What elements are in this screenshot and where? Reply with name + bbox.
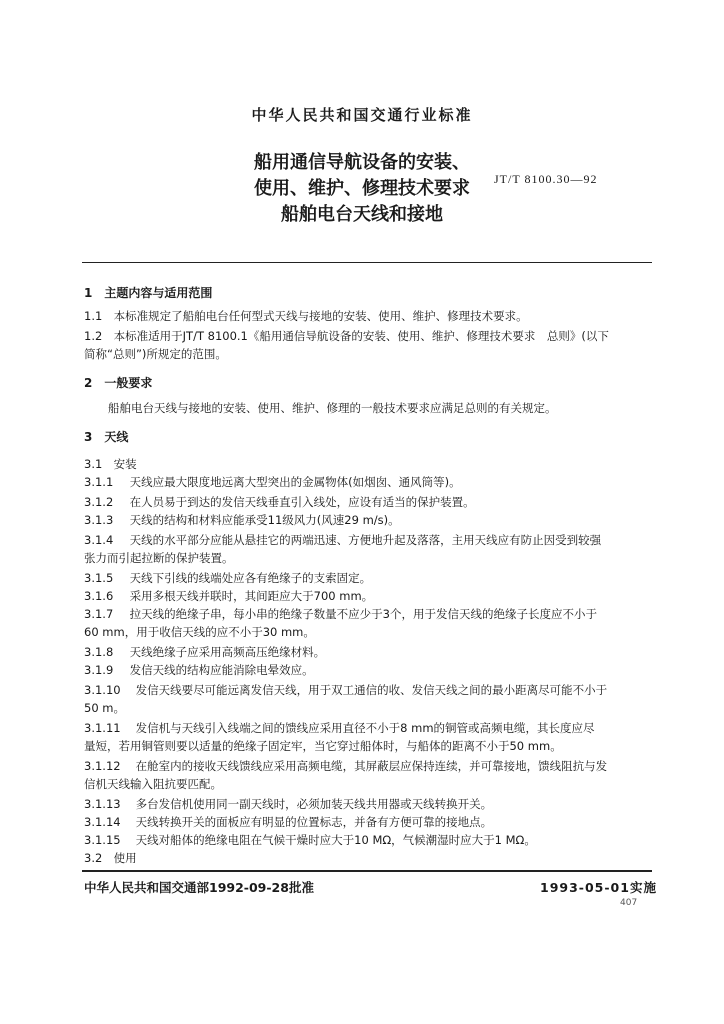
clause-1-2 bbox=[84, 328, 609, 344]
clause-1-2-cont: 简称“总则”)所规定的范围。 bbox=[84, 347, 227, 361]
clause-text: 多台发信机使用同一副天线时，必须加装天线共用器或天线转换开关。 bbox=[135, 797, 493, 811]
clause-3-1-2 bbox=[84, 494, 475, 510]
header-divider bbox=[82, 262, 652, 263]
clause-3-1-8 bbox=[84, 644, 325, 660]
clause-number: 3.1.14 bbox=[84, 815, 121, 829]
clause-1-1 bbox=[84, 308, 528, 324]
clause-text: 在舱室内的接收天线馈线应采用高频电缆，其屏蔽层应保持连续，并可靠接地，馈线阻抗与发 bbox=[135, 759, 608, 773]
clause-number: 3.1.2 bbox=[84, 495, 114, 509]
clause-number: 3.1.7 bbox=[84, 607, 114, 621]
clause-text: 采用多根天线并联时，其间距应大于700 mm。 bbox=[129, 589, 374, 603]
section-heading-2: 2 一般要求 bbox=[84, 376, 153, 390]
approval-date: 中华人民共和国交通部1992-09-28批准 bbox=[84, 880, 314, 895]
clause-3-1-9 bbox=[84, 662, 314, 678]
clause-3-1-1 bbox=[84, 474, 461, 490]
clause-number: 3.1.4 bbox=[84, 533, 114, 547]
clause-number: 3.1.1 bbox=[84, 475, 114, 489]
clause-3-1-4 bbox=[84, 532, 601, 548]
clause-text: 天线转换开关的面板应有明显的位置标志，并备有方便可靠的接地点。 bbox=[135, 815, 493, 829]
clause-3-1-15 bbox=[84, 832, 536, 848]
document-title bbox=[0, 150, 724, 228]
clause-number: 1.1 bbox=[84, 309, 103, 323]
title-line-1: 船用通信导航设备的安装、 bbox=[254, 152, 470, 173]
clause-text: 拉天线的绝缘子串，每小串的绝缘子数量不应少于3个，用于发信天线的绝缘子长度应不小于 bbox=[129, 607, 597, 621]
clause-number: 1.2 bbox=[84, 329, 103, 343]
footer-divider bbox=[82, 870, 652, 872]
clause-3-1-3 bbox=[84, 512, 400, 528]
clause-number: 3.1.10 bbox=[84, 683, 121, 697]
page-number: 407 bbox=[620, 898, 638, 908]
clause-3-1-10-cont: 50 m。 bbox=[84, 701, 125, 715]
paragraph-2: 船舶电台天线与接地的安装、使用、维护、修理的一般技术要求应满足总则的有关规定。 bbox=[108, 401, 557, 415]
clause-text: 天线绝缘子应采用高频高压绝缘材料。 bbox=[129, 645, 326, 659]
section-heading-3: 3 天线 bbox=[84, 430, 129, 444]
title-line-2: 使用、维护、修理技术要求 bbox=[254, 178, 470, 199]
clause-text: 发信天线要尽可能远离发信天线，用于双工通信的收、发信天线之间的最小距离尽可能不小于 bbox=[135, 683, 608, 697]
clause-3-1-7-cont: 60 mm，用于收信天线的应不小于30 mm。 bbox=[84, 625, 315, 639]
clause-3-1-4-cont: 张力而引起拉断的保护装置。 bbox=[84, 551, 234, 565]
clause-number: 3.1.13 bbox=[84, 797, 121, 811]
clause-number: 3.1.12 bbox=[84, 759, 121, 773]
clause-text: 使用 bbox=[113, 851, 137, 865]
clause-3-1-11 bbox=[84, 720, 595, 736]
effective-date: 1993-05-01实施 bbox=[540, 880, 657, 895]
clause-3-1-11-cont: 量短，若用铜管则要以适量的绝缘子固定牢，当它穿过船体时，与船体的距离不小于50 mm。 bbox=[84, 739, 562, 753]
clause-3-1-12 bbox=[84, 758, 607, 774]
clause-number: 3.1.11 bbox=[84, 721, 121, 735]
clause-number: 3.1.3 bbox=[84, 513, 114, 527]
clause-3-1-5 bbox=[84, 570, 371, 586]
clause-3-1-13 bbox=[84, 796, 492, 812]
clause-number: 3.1.9 bbox=[84, 663, 114, 677]
clause-3-2 bbox=[84, 850, 137, 866]
clause-text: 天线的结构和材料应能承受11级风力(风速29 m/s)。 bbox=[129, 513, 400, 527]
clause-text: 本标准适用于JT/T 8100.1《船用通信导航设备的安装、使用、维护、修理技术要求 总则》(以下 bbox=[113, 329, 609, 343]
clause-text: 天线的水平部分应能从悬挂它的两端迅速、方便地升起及落落，主用天线应有防止因受到较强 bbox=[129, 533, 602, 547]
clause-text: 发信机与天线引入线端之间的馈线应采用直径不小于8 mm的铜管或高频电缆，其长度应尽 bbox=[135, 721, 595, 735]
clause-3-1-7 bbox=[84, 606, 597, 622]
clause-3-1 bbox=[84, 456, 137, 472]
clause-3-1-14 bbox=[84, 814, 492, 830]
clause-text: 天线对船体的绝缘电阻在气候干燥时应大于10 MΩ，气候潮湿时应大于1 MΩ。 bbox=[135, 833, 536, 847]
issuing-organization: 中华人民共和国交通行业标准 bbox=[251, 106, 473, 124]
clause-number: 3.1.8 bbox=[84, 645, 114, 659]
clause-number: 3.1 bbox=[84, 457, 103, 471]
clause-number: 3.1.5 bbox=[84, 571, 114, 585]
clause-number: 3.2 bbox=[84, 851, 103, 865]
clause-3-1-10 bbox=[84, 682, 607, 698]
standard-code: JT/T 8100.30—92 bbox=[494, 172, 598, 186]
clause-text: 本标准规定了船舶电台任何型式天线与接地的安装、使用、维护、修理技术要求。 bbox=[113, 309, 528, 323]
clause-text: 天线应最大限度地远离大型突出的金属物体(如烟囱、通风筒等)。 bbox=[129, 475, 461, 489]
clause-text: 在人员易于到达的发信天线垂直引入线处，应设有适当的保护装置。 bbox=[129, 495, 475, 509]
clause-3-1-12-cont: 信机天线输入阻抗要匹配。 bbox=[84, 777, 222, 791]
clause-number: 3.1.6 bbox=[84, 589, 114, 603]
clause-text: 发信天线的结构应能消除电晕效应。 bbox=[129, 663, 314, 677]
clause-number: 3.1.15 bbox=[84, 833, 121, 847]
section-heading-1: 1 主题内容与适用范围 bbox=[84, 286, 213, 300]
title-line-3: 船舶电台天线和接地 bbox=[281, 204, 443, 225]
clause-text: 天线下引线的线端处应各有绝缘子的支索固定。 bbox=[129, 571, 372, 585]
clause-3-1-6 bbox=[84, 588, 373, 604]
clause-text: 安装 bbox=[113, 457, 137, 471]
